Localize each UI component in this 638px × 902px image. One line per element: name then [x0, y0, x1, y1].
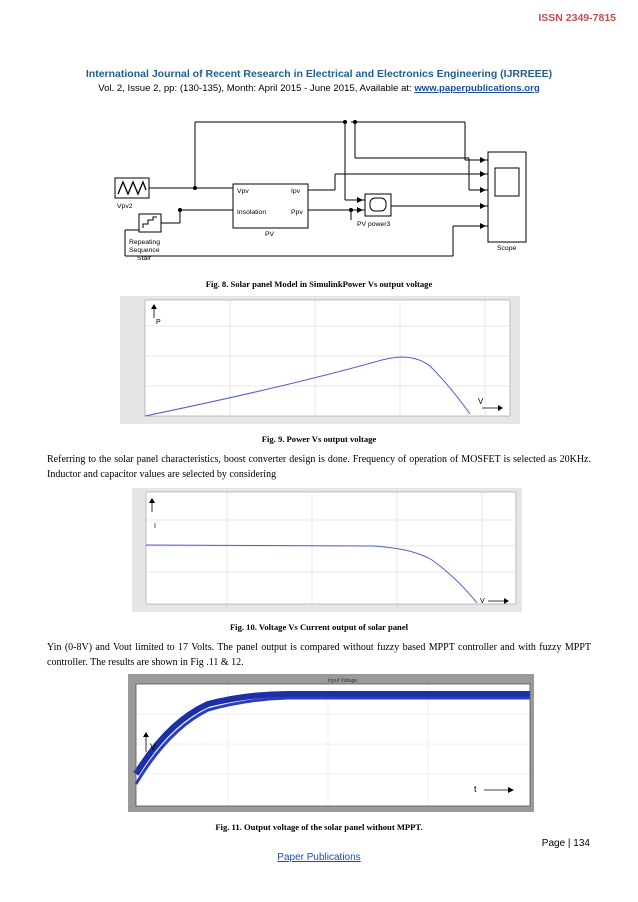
stair-label-2: Sequence [129, 247, 160, 254]
fig10-y-label: I [154, 523, 156, 530]
fig11-plot [128, 674, 534, 812]
stair-label-3: Stair [137, 255, 151, 262]
journal-info-text: Vol. 2, Issue 2, pp: (130-135), Month: April 2015 - June 2015, Available at: [98, 83, 415, 94]
pv-in1-label: Vpv [237, 188, 249, 195]
fig11-y-label: V [150, 742, 157, 752]
pvpower-label: PV power3 [357, 221, 391, 228]
vpv2-label: Vpv2 [117, 203, 133, 210]
paragraph-2: Yin (0-8V) and Vout limited to 17 Volts. The panel output is compared without fuzzy based MPPT controller and with fuzzy MPPT controller. The results are shown in Fig .11 & 12. [47, 642, 591, 668]
stair-block [139, 214, 161, 232]
scope-label: Scope [497, 245, 517, 252]
publisher-link[interactable]: Paper Publications [277, 852, 361, 863]
page-number: Page | 134 [541, 838, 590, 849]
journal-info [0, 83, 638, 94]
pv-in2-label: Insolation [237, 209, 267, 216]
fig9-plot [120, 296, 520, 424]
journal-link[interactable]: www.paperpublications.org [414, 83, 540, 94]
pv-name-label: PV [265, 231, 275, 238]
fig9-caption: Fig. 9. Power Vs output voltage [261, 434, 377, 444]
pv-out2-label: Ppv [291, 209, 303, 216]
pv-out1-label: Ipv [291, 188, 301, 195]
fig10-plot [132, 488, 522, 612]
simulink-diagram [95, 110, 540, 270]
fig11-caption: Fig. 11. Output voltage of the solar panel without MPPT. [215, 822, 423, 832]
issn-label: ISSN 2349-7815 [538, 12, 616, 24]
fig10-caption: Fig. 10. Voltage Vs Current output of solar panel [229, 622, 409, 632]
journal-title: International Journal of Recent Research in Electrical and Electronics Engineering (IJRREEE) [85, 68, 553, 80]
fig11-title: Input Voltage [328, 678, 358, 684]
fig8-caption: Fig. 8. Solar panel Model in SimulinkPower Vs output voltage [205, 279, 433, 289]
fig9-x-label: V [478, 397, 484, 406]
paragraph-1: Referring to the solar panel characteristics, boost converter design is done. Frequency of operation of MOSFET is selected as 20KHz. Inductor and capacitor values are selected by considering [47, 454, 591, 480]
fig9-y-label: P [156, 319, 161, 326]
pvpower-block [365, 194, 391, 216]
fig11-x-label: t [474, 784, 477, 794]
stair-label-1: Repeating [129, 239, 160, 246]
scope-block [488, 152, 526, 242]
fig10-x-label: V [480, 598, 485, 605]
